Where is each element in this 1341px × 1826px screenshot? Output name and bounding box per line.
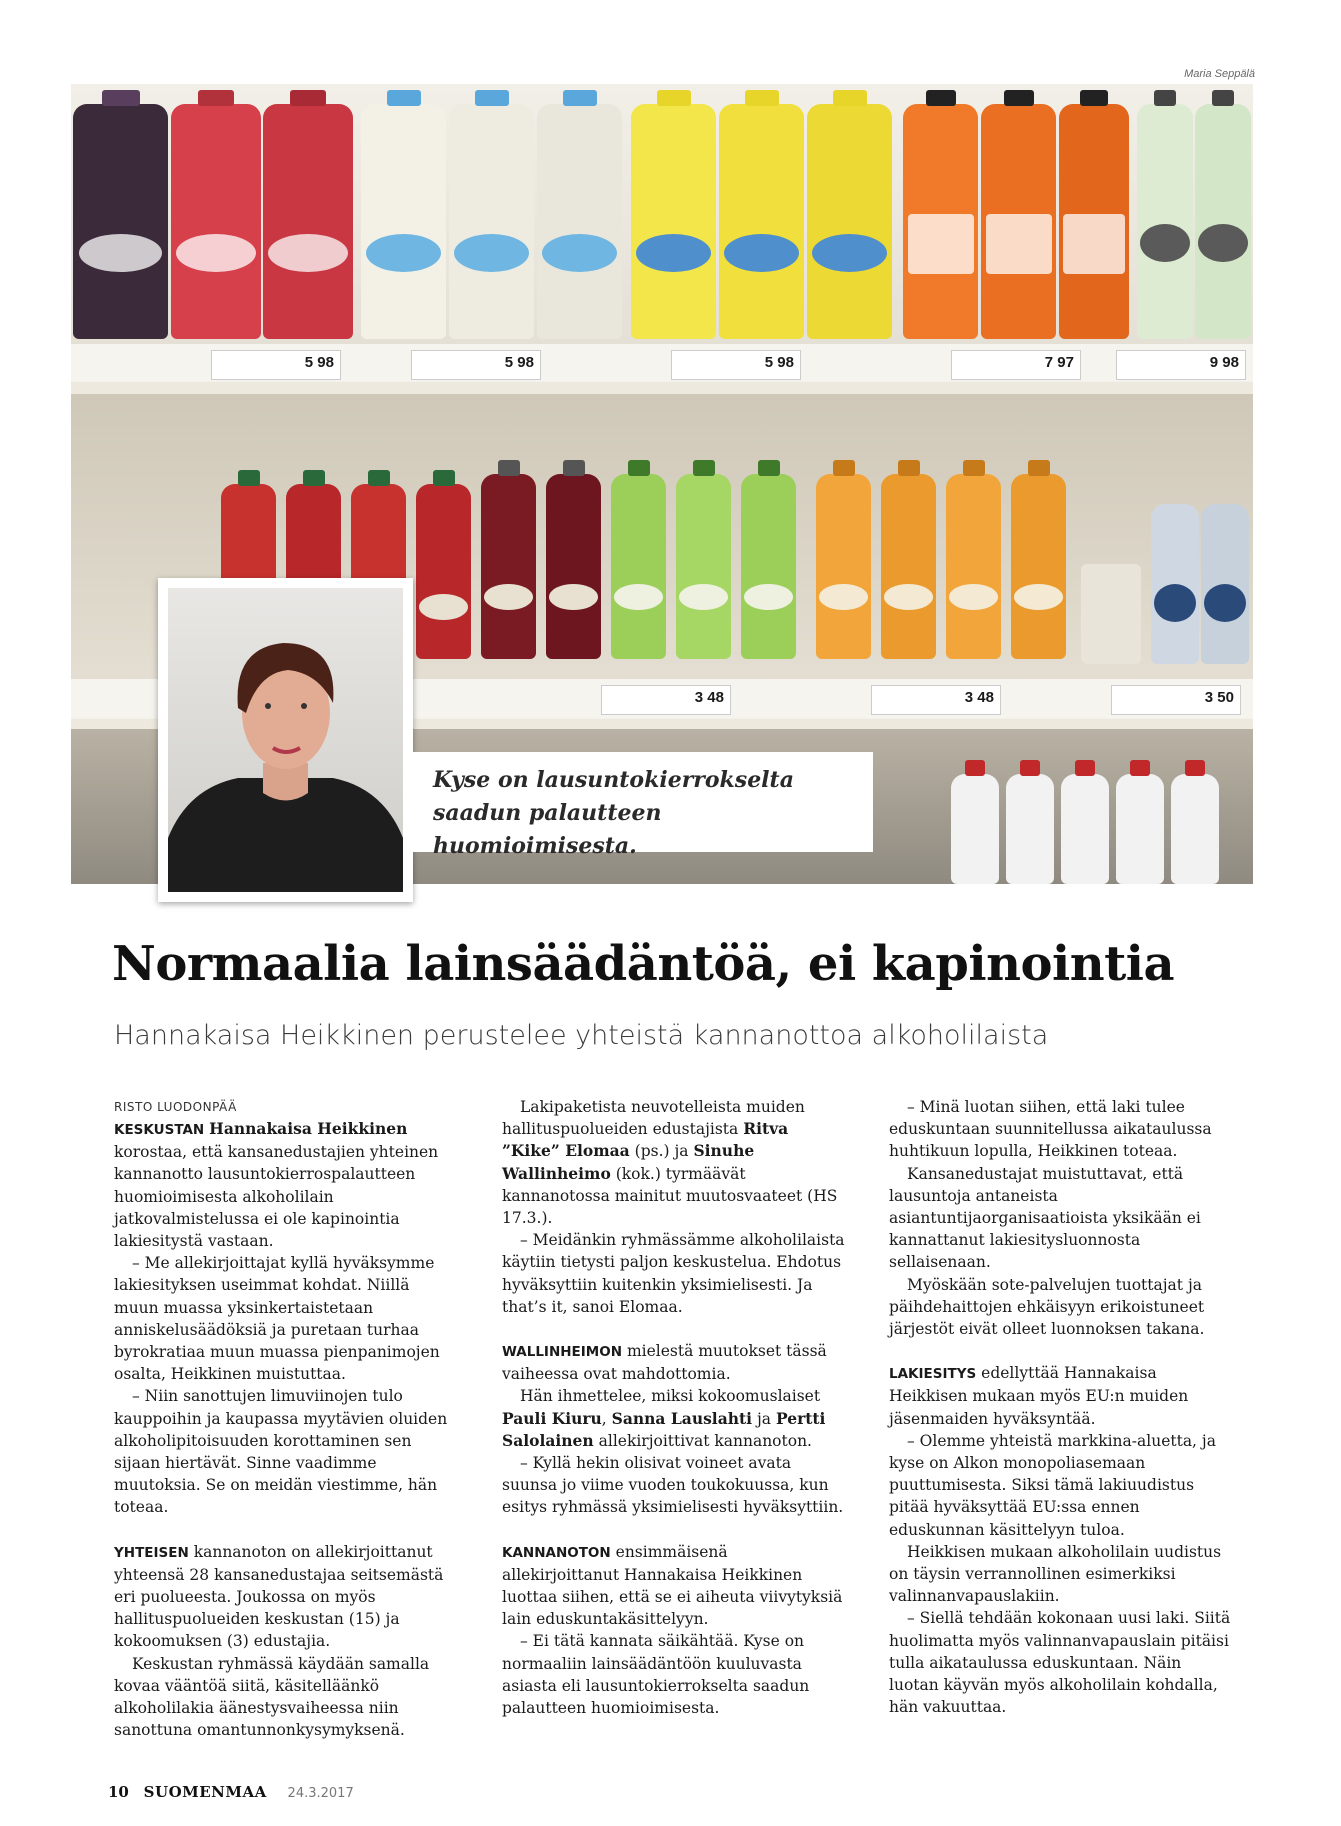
bottle-grapefruit [537, 104, 622, 339]
article-column-1 [114, 1118, 458, 1741]
paragraph: – Kyllä hekin olisivat voineet avata suunsa jo viime vuoden toukokuussa, kun esitys ryhmässä yksimielisesti hyväksyttiin. [502, 1454, 844, 1517]
paragraph: – Siellä tehdään kokonaan uusi laki. Siitä huolimatta myös valinnanvapauslain pitäisi tulla aikataulussa eduskuntaan. Näin luotan käyvän myös alkoholilain kohdalla, hän vakuuttaa. [889, 1609, 1231, 1717]
paragraph: – Minä luotan siihen, että laki tulee eduskuntaan suunnitellussa aikataulussa huhtikuun lopulla, Heikkinen toteaa. [889, 1098, 1212, 1161]
bottle-grapefruit [449, 104, 534, 339]
bottle-breezer-orange [881, 474, 936, 659]
price-tag: 5 98 [671, 350, 801, 380]
bottle-lemon [631, 104, 716, 339]
paragraph: Lakipaketista neuvotelleista muiden hallituspuolueiden edustajista Ritva ”Kike” Elomaa (ps.) ja Sinuhe Wallinheimo (kok.) tyrmäävät kannanotossa mainitut muutosvaateet (HS 17.3.). [502, 1098, 838, 1228]
price-tag: 5 98 [411, 350, 541, 380]
paragraph: – Meidänkin ryhmässämme alkoholilaista käytiin tietysti paljon keskustelua. Ehdotus hyväksyttiin kuitenkin yksimielisesti. Ja that’s it, sanoi Elomaa. [502, 1231, 845, 1316]
bottle-breezer-lime [676, 474, 731, 659]
publication-name: SUOMENMAA [143, 1783, 267, 1801]
price-tag: 3 50 [1111, 685, 1241, 715]
bottle-breezer-dark [546, 474, 601, 659]
headline: Normaalia lainsäädäntöä, ei kapinointia [112, 936, 1175, 992]
photo-credit: Maria Seppälä [1184, 68, 1255, 80]
bottle-mojito [1195, 104, 1251, 339]
paragraph: – Niin sanottujen limuviinojen tulo kauppoihin ja kaupassa myytävien oluiden alkoholipitoisuuden korottaminen sen sijaan hiertävät. Sinne vaadimme muutoksia. Se on meidän viestimme, hän toteaa. [114, 1387, 448, 1517]
bottle-ice [951, 774, 999, 884]
pull-quote: Kyse on lausuntokierrokselta saadun palautteen huomioimisesta. [413, 752, 873, 852]
bottle-breezer-lime [741, 474, 796, 659]
paragraph: LAKIESITYS edellyttää Hannakaisa Heikkisen mukaan myös EU:n muiden jäsenmaiden hyväksyntää. [889, 1364, 1189, 1428]
bottle-breezer-red [416, 484, 471, 659]
article-column-2 [502, 1096, 846, 1719]
page-number: 10 [108, 1783, 129, 1801]
bottle-ice [1061, 774, 1109, 884]
paragraph: KESKUSTAN Hannakaisa Heikkinen korostaa, että kansanedustajien yhteinen kannanotto lausuntokierrospalautteen huomioimisesta alkoholilain jatkovalmistelussa ei ole kapinointia lakiesitystä vastaan. [114, 1119, 439, 1251]
paragraph: Heikkisen mukaan alkoholilain uudistus on täysin verrannollinen esimerkiksi valinnanvapauslakiin. [889, 1542, 1222, 1606]
paragraph: YHTEISEN kannanoton on allekirjoittanut yhteensä 28 kansanedustajaa seitsemästä eri puolueesta. Joukossa on myös hallituspuolueiden keskustan (15) ja kokoomuksen (3) edustajia. [114, 1542, 444, 1651]
portrait-image [168, 588, 403, 892]
paragraph: KANNANOTON ensimmäisenä allekirjoittanut Hannakaisa Heikkinen luottaa siihen, että se ei aiheuta viivytyksiä lain eduskuntakäsittelyyn. [502, 1542, 843, 1629]
paragraph: – Me allekirjoittajat kyllä hyväksymme lakiesityksen useimmat kohdat. Niillä muun muassa yksinkertaistetaan anniskelusäädöksiä ja puretaan turhaa byrokratiaa muun muassa pienpanimojen osalta, Heikkinen muistuttaa. [114, 1254, 440, 1384]
bottle-grapefruit [361, 104, 446, 339]
paragraph: Hän ihmettelee, miksi kokoomuslaiset Pauli Kiuru, Sanna Lauslahti ja Pertti Salolainen allekirjoittivat kannanoton. [502, 1387, 826, 1450]
bottle-dark [73, 104, 168, 339]
bottle-breezer-orange [1011, 474, 1066, 659]
portrait-illustration [168, 588, 403, 892]
paragraph: Kansanedustajat muistuttavat, että lausuntoja antaneista asiantuntijaorganisaatioista yksikään ei kannattanut lakiesitysluonnosta sellaisenaan. [889, 1164, 1201, 1272]
paragraph: WALLINHEIMON mielestä muutokset tässä vaiheessa ovat mahdottomia. [502, 1342, 827, 1384]
subheadline: Hannakaisa Heikkinen perustelee yhteistä kannanottoa alkoholilaista [114, 1020, 1049, 1051]
bottle-lemon [807, 104, 892, 339]
byline: RISTO LUODONPÄÄ [114, 1100, 237, 1114]
bottle-lemon [719, 104, 804, 339]
paragraph: Myöskään sote-palvelujen tuottajat ja päihdehaittojen ehkäisyyn erikoistuneet järjestöt eivät olleet luonnoksen takana. [889, 1275, 1205, 1339]
portrait-frame [158, 578, 413, 902]
bottle-breezer-lime [611, 474, 666, 659]
issue-date: 24.3.2017 [287, 1786, 354, 1801]
price-tag: 9 98 [1116, 350, 1246, 380]
paragraph: Keskustan ryhmässä käydään samalla kovaa vääntöä siitä, käsitelläänkö alkoholilakia äänestysvaiheessa niin sanottuna omantunnonkysymyksenä. [114, 1654, 430, 1740]
paragraph: – Olemme yhteistä markkina-aluetta, ja kyse on Alkon monopoliasemaan puuttumisesta. Siksi tämä lakiuudistus pitää hyväksyttää EU:ssa ennen eduskunnan käsittelyyn tuloa. [889, 1431, 1216, 1539]
price-tag: 5 98 [211, 350, 341, 380]
bottle-mojito [1137, 104, 1193, 339]
price-tag: 7 97 [951, 350, 1081, 380]
bottle-ice [1006, 774, 1054, 884]
bottle-cranberry [171, 104, 261, 339]
price-tag: 3 48 [601, 685, 731, 715]
bottle-kelkka [981, 104, 1056, 339]
article-column-3 [889, 1096, 1233, 1718]
bottle-breezer-dark [481, 474, 536, 659]
page-footer [108, 1783, 354, 1801]
bottle-kelkka [903, 104, 978, 339]
bottle-ice [1171, 774, 1219, 884]
price-tag: 3 48 [871, 685, 1001, 715]
bottle-breezer-orange [946, 474, 1001, 659]
bottle-breezer-orange [816, 474, 871, 659]
bottle-clear [1151, 504, 1199, 664]
bottle-clear [1201, 504, 1249, 664]
bottle-kelkka [1059, 104, 1129, 339]
bottle-ice [1116, 774, 1164, 884]
paragraph: – Ei tätä kannata säikähtää. Kyse on normaaliin lainsäädäntöön kuuluvasta asiasta eli lausuntokierrokselta saadun palautteen huomioimisesta. [502, 1632, 810, 1718]
can-coffee [1081, 564, 1141, 664]
bottle-cranberry [263, 104, 353, 339]
